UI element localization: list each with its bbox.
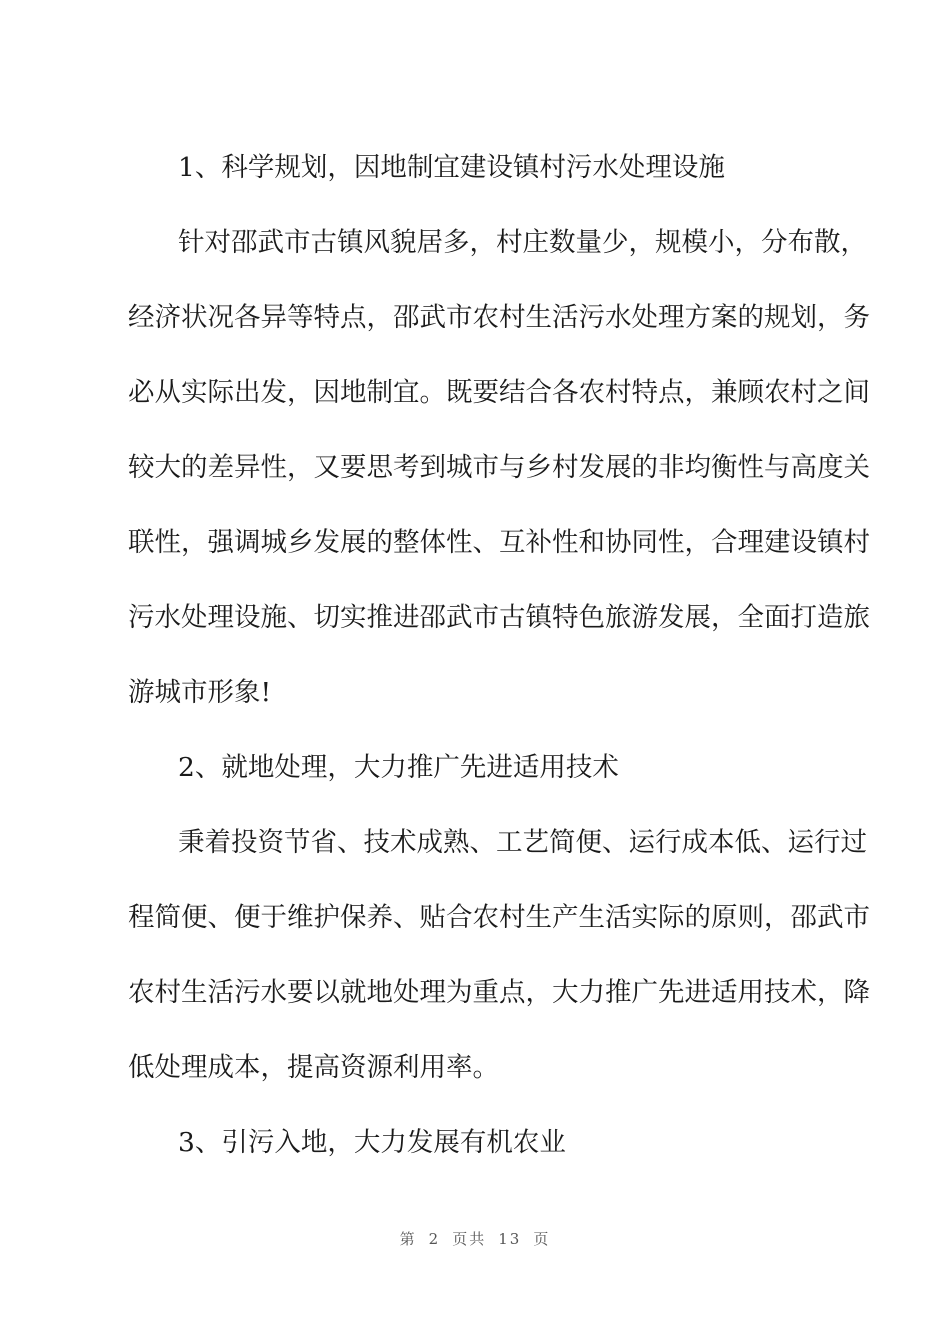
paragraph-line: 农村生活污水要以就地处理为重点，大力推广先进适用技术，降: [128, 977, 870, 1008]
page-footer: [0, 1228, 950, 1249]
heading-2: 2、就地处理，大力推广先进适用技术: [178, 752, 619, 783]
footer-page-number: 2: [428, 1230, 441, 1248]
paragraph-line: 针对邵武市古镇风貌居多，村庄数量少，规模小，分布散，: [178, 227, 867, 258]
footer-total-pages: 13: [498, 1230, 522, 1248]
footer-middle: 页共: [452, 1230, 487, 1248]
paragraph-line: 经济状况各异等特点，邵武市农村生活污水处理方案的规划，务: [128, 302, 870, 333]
heading-1: 1、科学规划，因地制宜建设镇村污水处理设施: [178, 152, 725, 183]
paragraph-line: 联性，强调城乡发展的整体性、互补性和协同性，合理建设镇村: [128, 527, 870, 558]
heading-3: 3、引污入地，大力发展有机农业: [178, 1127, 566, 1158]
paragraph-line: 污水处理设施、切实推进邵武市古镇特色旅游发展，全面打造旅: [128, 602, 870, 633]
paragraph-line: 游城市形象!: [128, 677, 272, 708]
paragraph-line: 低处理成本，提高资源利用率。: [128, 1052, 499, 1083]
paragraph-line: 程简便、便于维护保养、贴合农村生产生活实际的原则，邵武市: [128, 902, 870, 933]
paragraph-line: 较大的差异性，又要思考到城市与乡村发展的非均衡性与高度关: [128, 452, 870, 483]
footer-prefix: 第: [399, 1230, 417, 1248]
paragraph-line: 必从实际出发，因地制宜。既要结合各农村特点，兼顾农村之间: [128, 377, 870, 408]
paragraph-line: 秉着投资节省、技术成熟、工艺简便、运行成本低、运行过: [178, 827, 867, 858]
footer-suffix: 页: [533, 1230, 551, 1248]
